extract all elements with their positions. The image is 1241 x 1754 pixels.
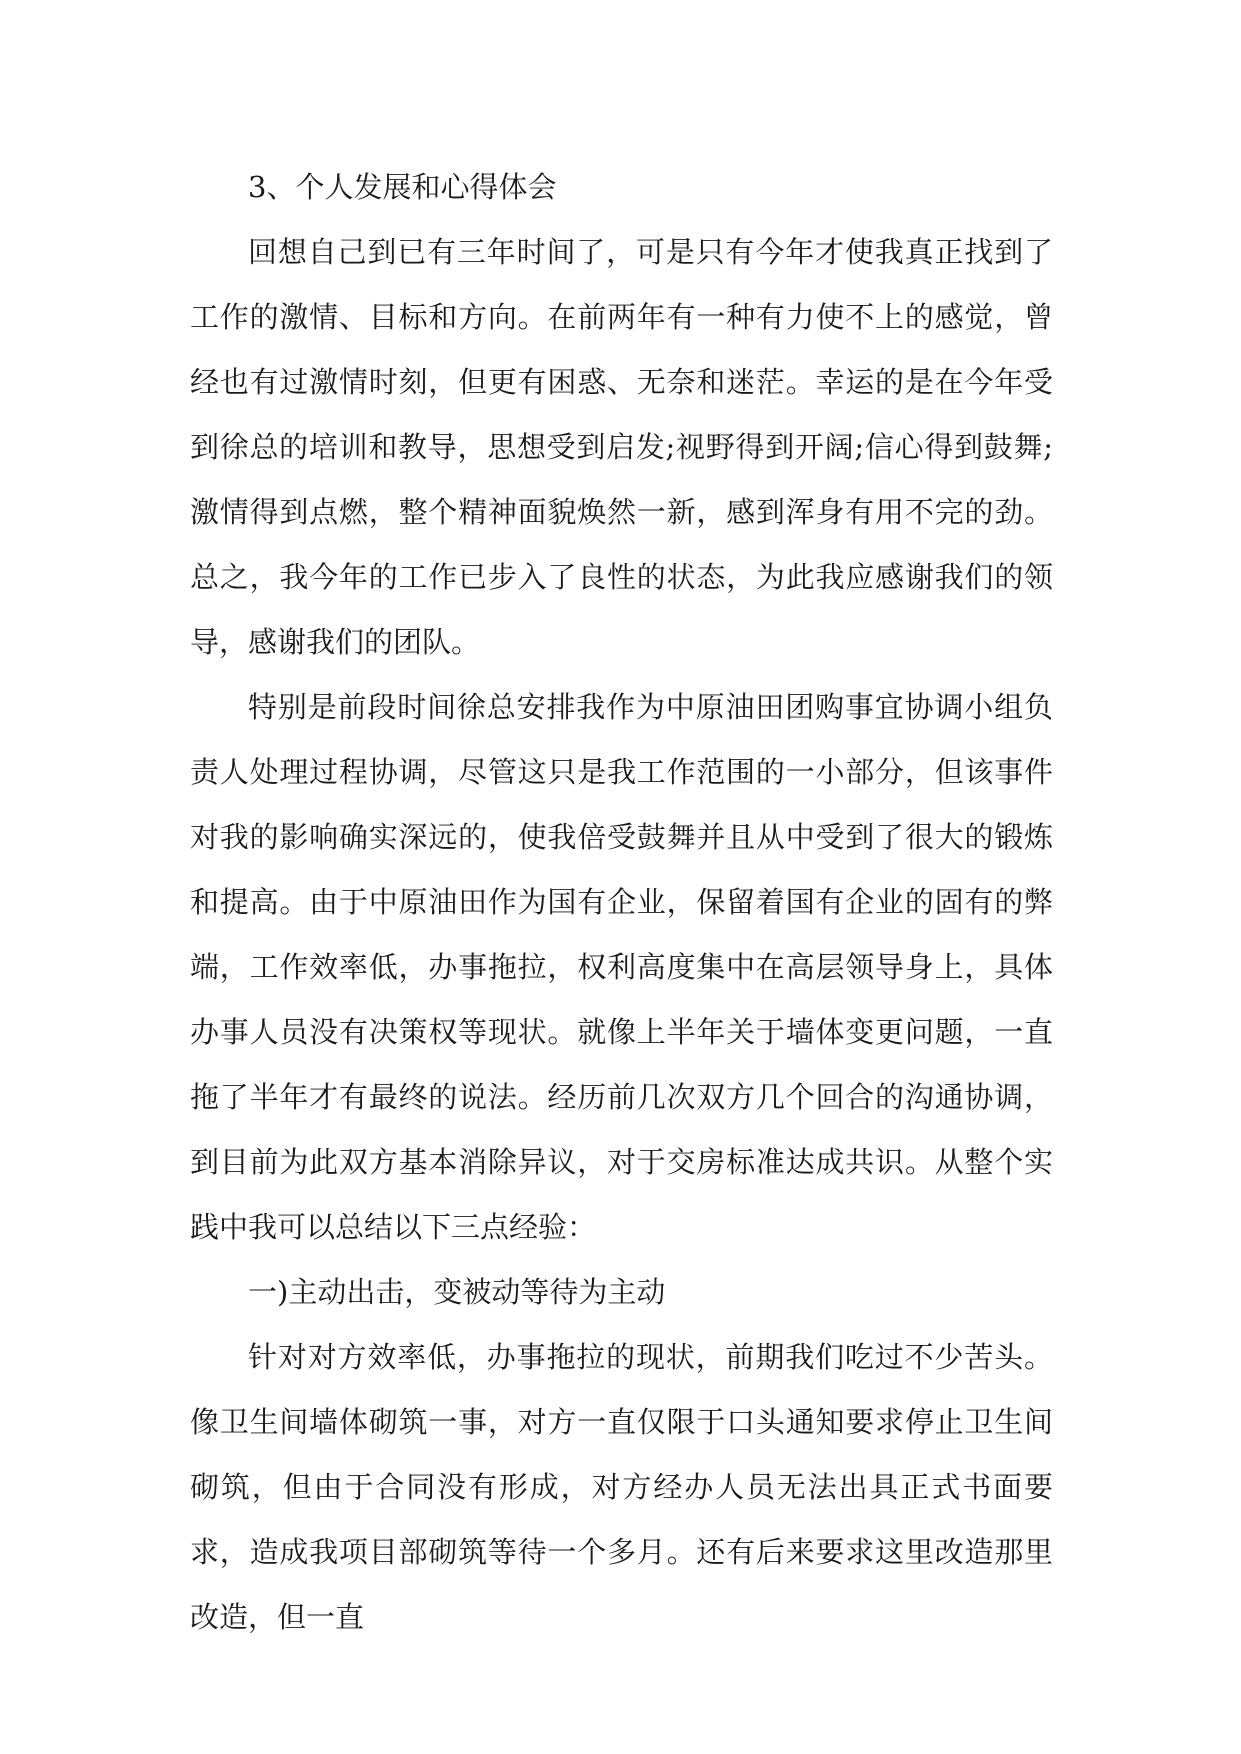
paragraph-reflection: 回想自己到已有三年时间了，可是只有今年才使我真正找到了工作的激情、目标和方向。在前两年有一种有力使不上的感觉，曾经也有过激情时刻，但更有困惑、无奈和迷茫。幸运的是在今年受到徐总的培训和教导，思想受到启发;视野得到开阔;信心得到鼓舞;激情得到点燃，整个精神面貌焕然一新，感到浑身有用不完的劲。总之，我今年的工作已步入了良性的状态，为此我应感谢我们的领导，感谢我们的团队。: [190, 235, 1053, 659]
document-body: [190, 155, 1053, 1650]
section-heading: 3、个人发展和心得体会: [248, 170, 557, 204]
paragraph-coordination: 特别是前段时间徐总安排我作为中原油田团购事宜协调小组负责人处理过程协调，尽管这只是我工作范围的一小部分，但该事件对我的影响确实深远的，使我倍受鼓舞并且从中受到了很大的锻炼和提高。由于中原油田作为国有企业，保留着国有企业的固有的弊端，工作效率低，办事拖拉，权利高度集中在高层领导身上，具体办事人员没有决策权等现状。就像上半年关于墙体变更问题，一直拖了半年才有最终的说法。经历前几次双方几个回合的沟通协调，到目前为此双方基本消除异议，对于交房标准达成共识。从整个实践中我可以总结以下三点经验：: [190, 690, 1053, 1244]
subsection-heading: 一)主动出击，变被动等待为主动: [248, 1275, 666, 1309]
paragraph-experience: 针对对方效率低，办事拖拉的现状，前期我们吃过不少苦头。像卫生间墙体砌筑一事，对方一直仅限于口头通知要求停止卫生间砌筑，但由于合同没有形成，对方经办人员无法出具正式书面要求，造成我项目部砌筑等待一个多月。还有后来要求这里改造那里改造，但一直: [190, 1340, 1053, 1634]
